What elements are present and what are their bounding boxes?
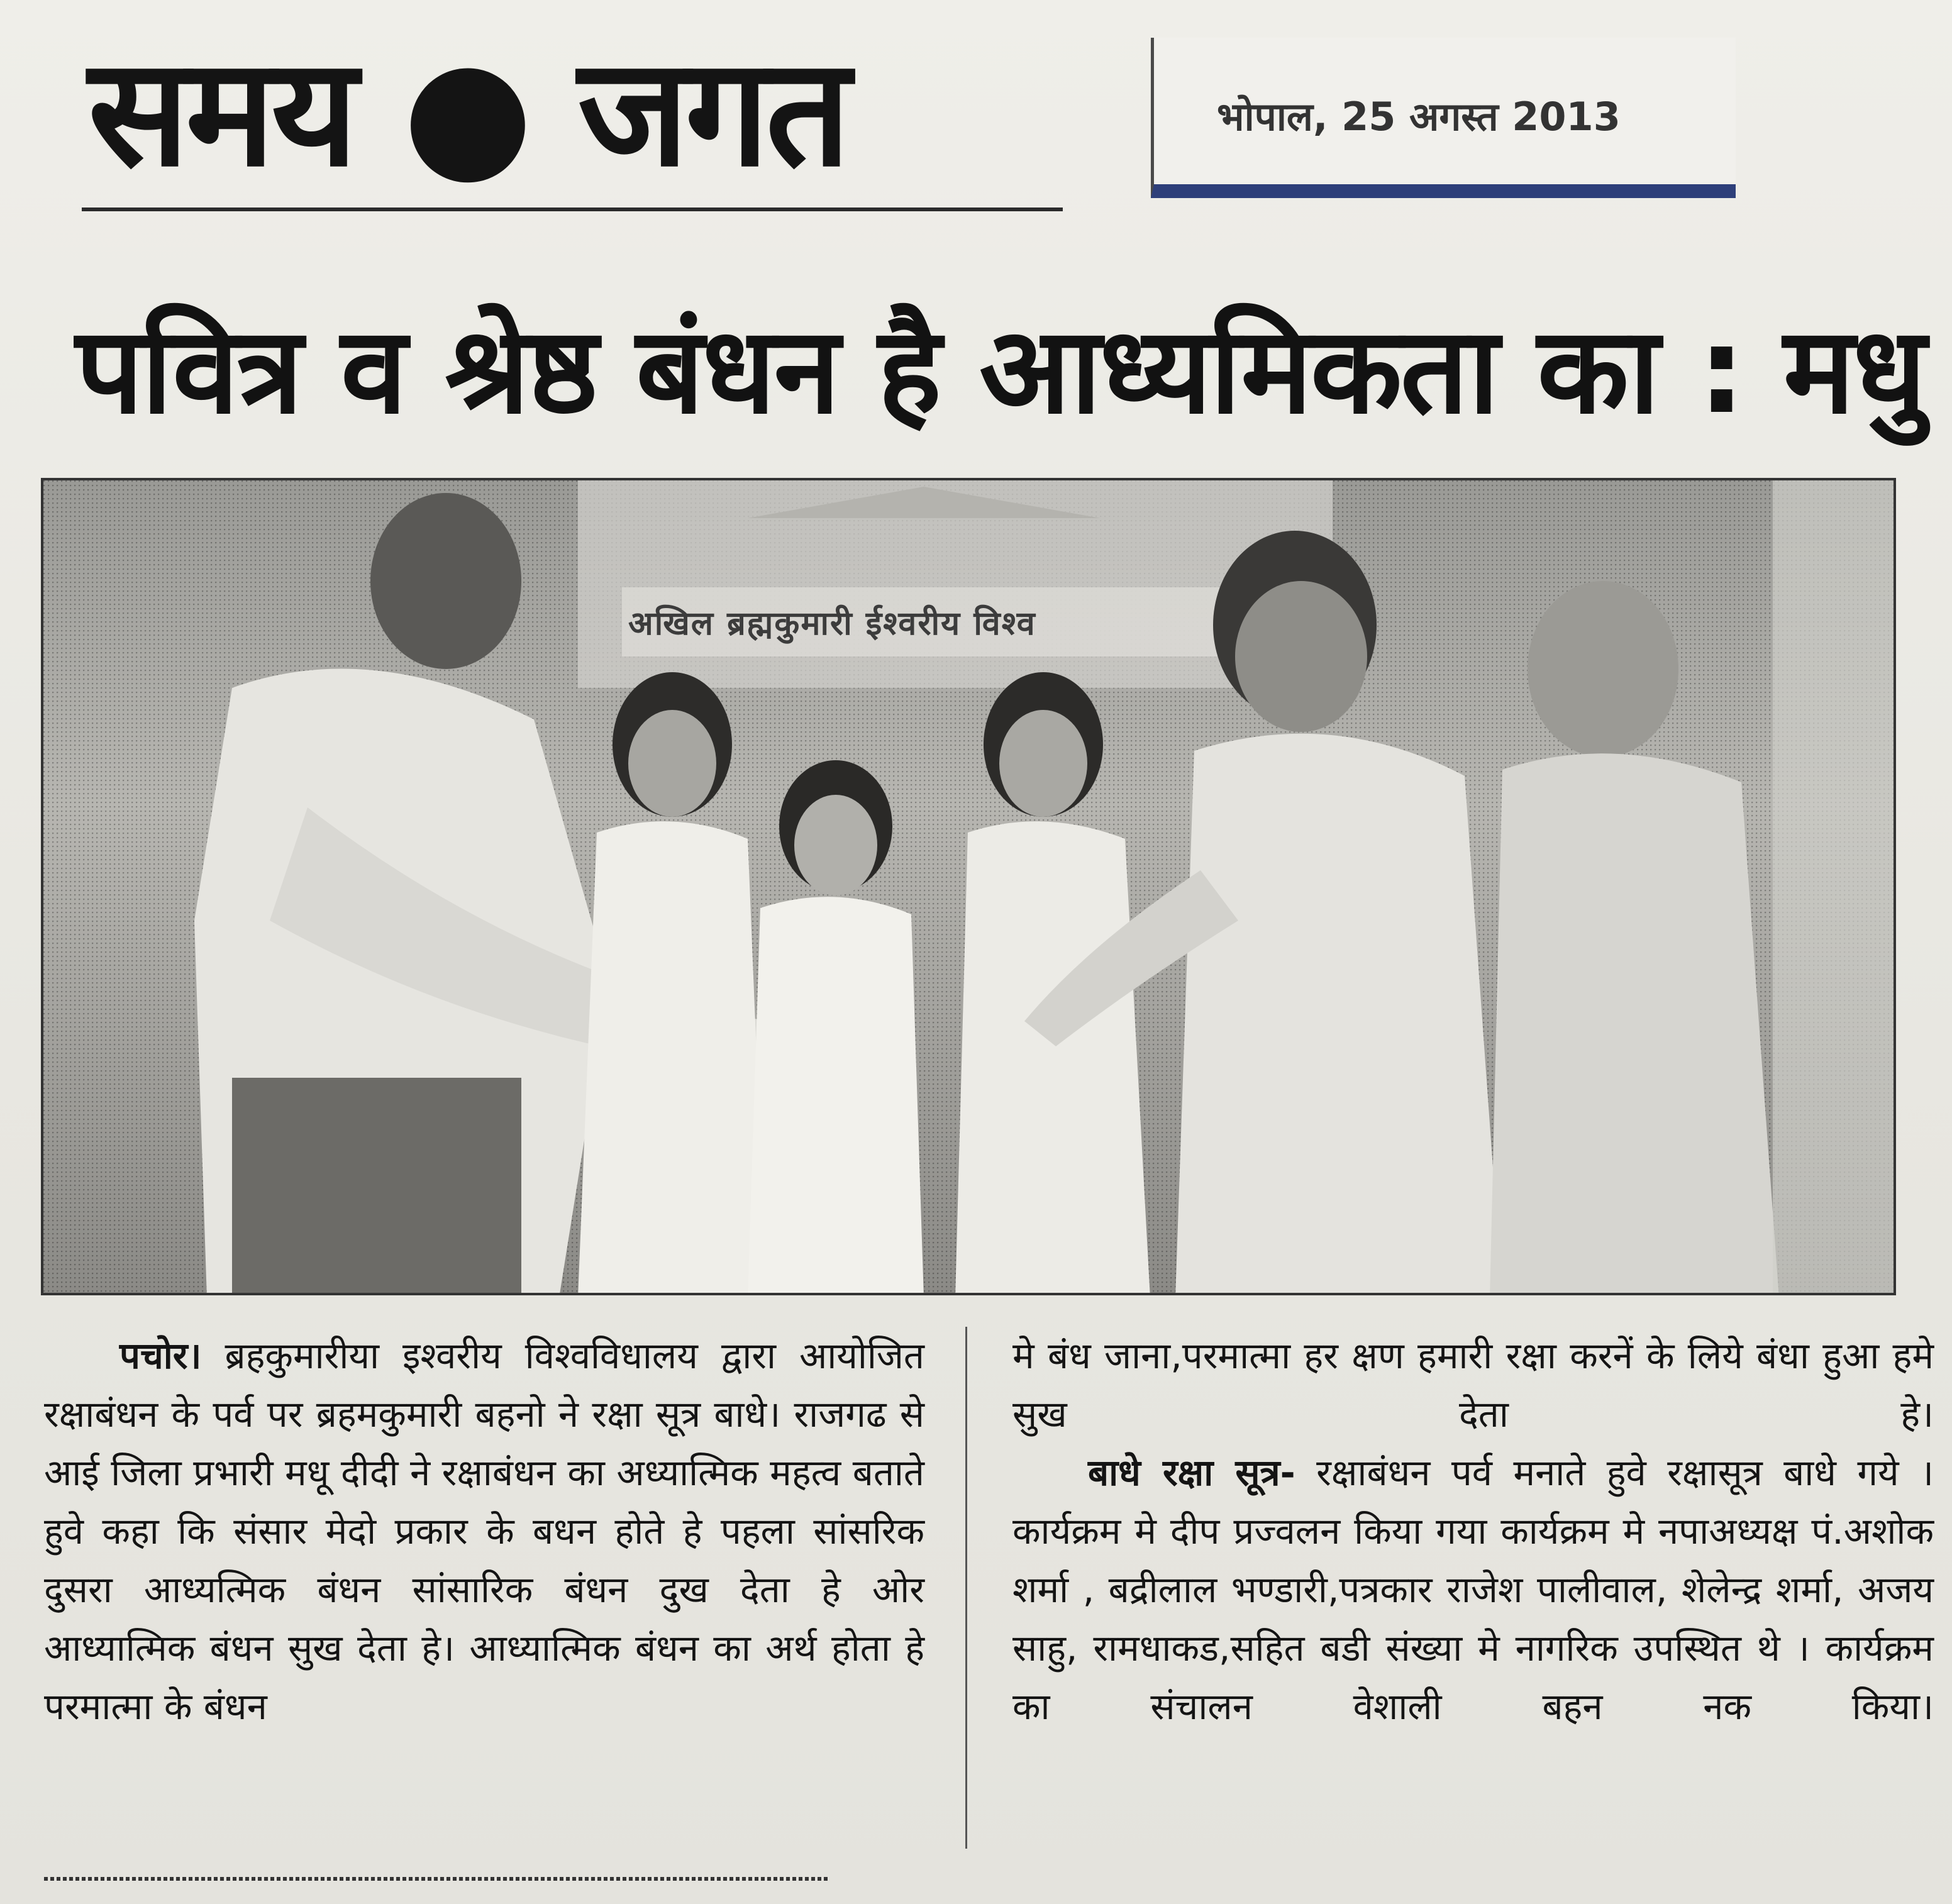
article-subhead: बाधे रक्षा सूत्र- — [1088, 1451, 1295, 1494]
article-left-column — [44, 1327, 924, 1736]
dateline-box — [1151, 38, 1736, 198]
photo-banner-text: अखिल ब्रह्मकुमारी ईश्वरीय विश्व — [628, 605, 1036, 643]
article-right-column — [1012, 1327, 1934, 1736]
publication-dateline: भोपाल, 25 अगस्त 2013 — [1217, 94, 1621, 140]
news-photo — [41, 478, 1896, 1295]
article-body-right-1: मे बंध जाना,परमात्मा हर क्षण हमारी रक्षा करनें के लिये बंधा हुआ हमे सुख देता हे। — [1012, 1334, 1934, 1436]
article-body-left: ब्रहकुमारीया इश्वरीय विश्वविधालय द्वारा आयोजित रक्षाबंधन के पर्व पर ब्रहमकुमारी बहनो ने रक्षा सूत्र बाधे। राजगढ से आई जिला प्रभारी मधू दीदी ने रक्षाबंधन का अध्यात्मिक महत्व बताते हुवे कहा कि संसार मेदो प्रकार के बधन होते हे पहला सांसरिक दुसरा आध्यत्मिक बंधन सांसारिक बंधन दुख देता हे ओर आध्यात्मिक बंधन सुख देता हे। आध्यात्मिक बंधन का अर्थ होता हे परमात्मा के बंधन — [44, 1334, 924, 1728]
masthead — [82, 19, 1063, 211]
bottom-rule — [44, 1877, 830, 1881]
newspaper-name: समय ● जगत — [88, 26, 847, 200]
right-paragraph-1 — [1012, 1327, 1934, 1444]
right-paragraph-2 — [1012, 1444, 1934, 1736]
article-dateline: पचोर। — [119, 1334, 202, 1377]
article-headline: पवित्र व श्रेष्ठ बंधन है आध्यमिकता का : मधु — [75, 301, 1925, 440]
article-body-right-2: रक्षाबंधन पर्व मनाते हुवे रक्षासूत्र बाधे गये । कार्यक्रम मे दीप प्रज्वलन किया गया कार्यक्रम मे नपाअध्यक्ष पं.अशोक शर्मा , बद्रीलाल भण्डारी,पत्रकार राजेश पालीवाल, शेलेन्द्र शर्मा, अजय साहु, रामधाकड,सहित बडी संख्या मे नागरिक उपस्थित थे । कार्यक्रम का संचालन वेशाली बहन नक किया। — [1012, 1451, 1934, 1728]
column-divider — [965, 1327, 967, 1849]
